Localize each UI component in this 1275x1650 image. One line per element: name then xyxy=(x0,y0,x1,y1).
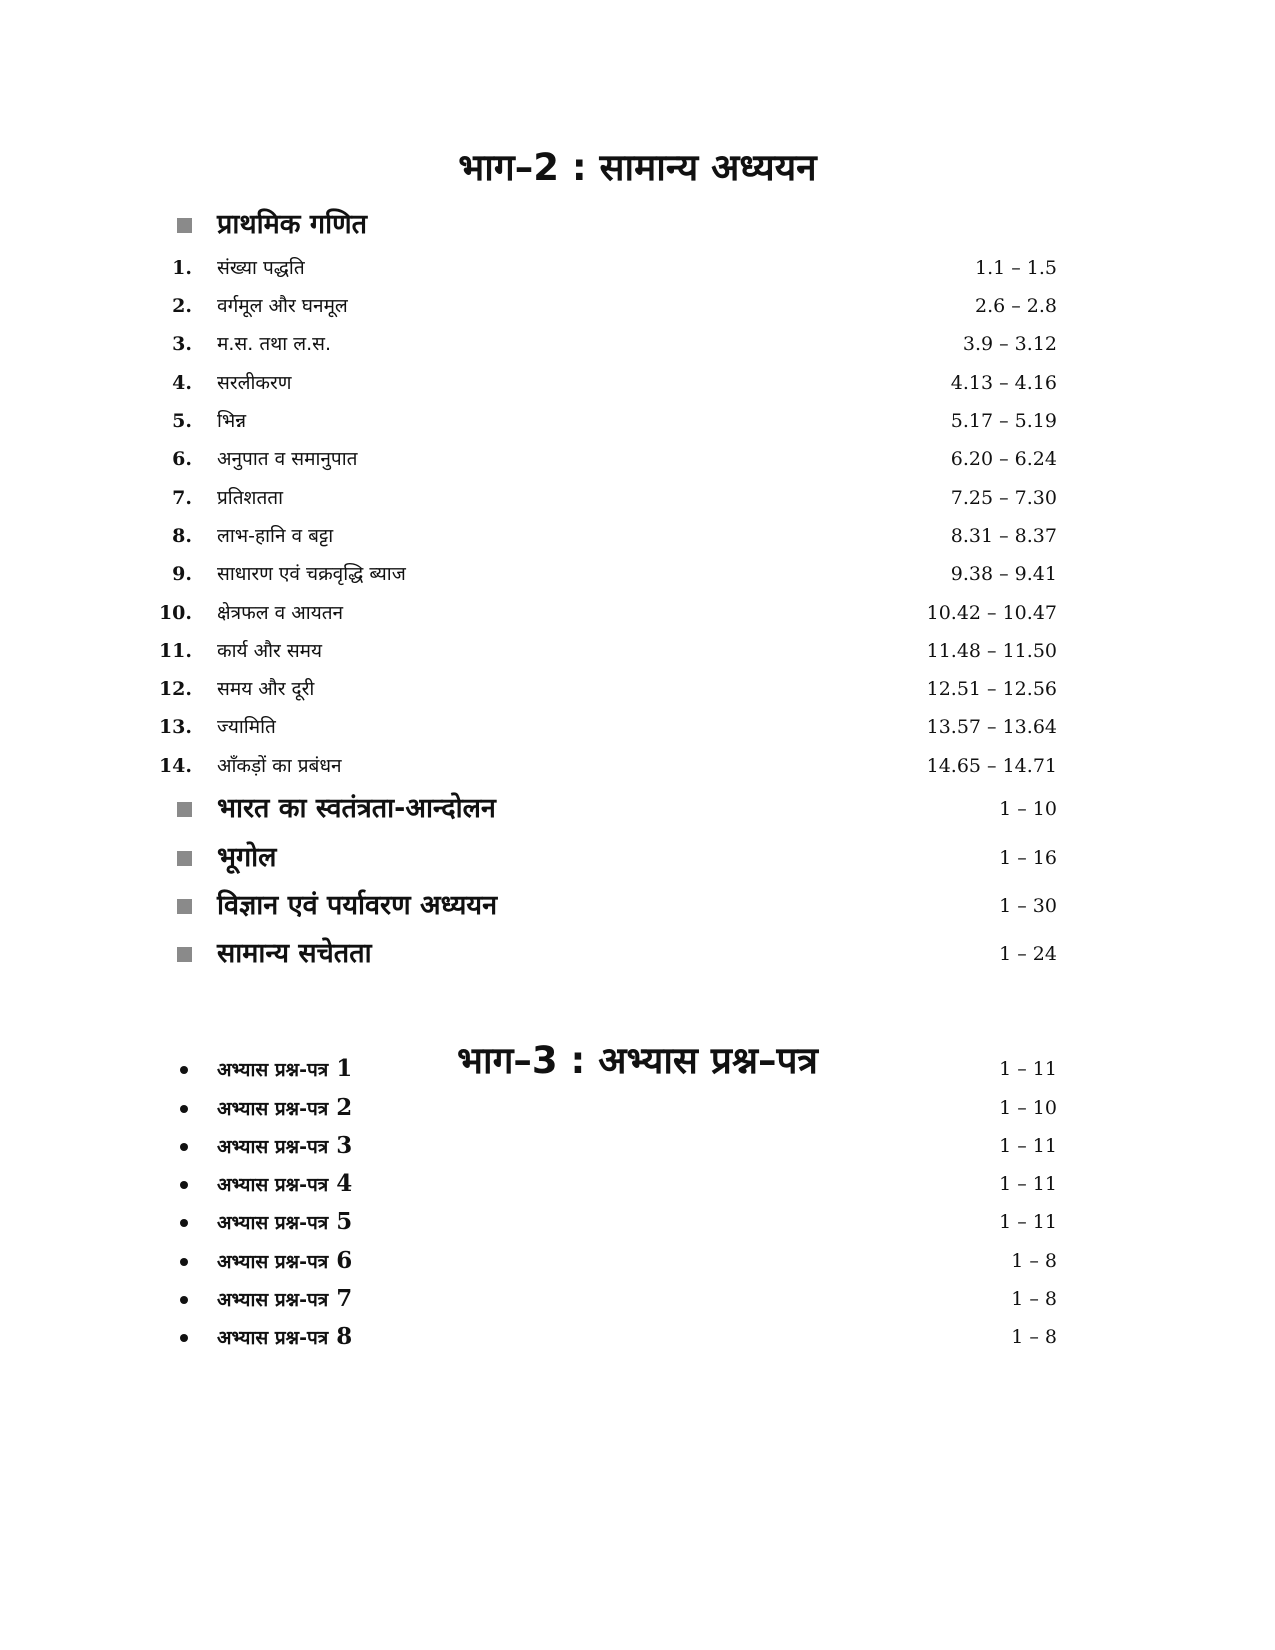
chapter-title: साधारण एवं चक्रवृद्धि ब्याज xyxy=(217,563,406,585)
practice-paper-title xyxy=(217,1089,352,1128)
round-bullet-icon xyxy=(180,1296,188,1304)
practice-paper-title xyxy=(217,1242,352,1281)
chapter-row xyxy=(0,325,1275,363)
chapter-number: 5. xyxy=(172,410,192,432)
chapter-number: 11. xyxy=(158,640,192,662)
practice-paper-title xyxy=(217,1165,352,1204)
chapter-row xyxy=(0,632,1275,670)
practice-paper-row xyxy=(0,1089,1275,1127)
page-range: 11.48 – 11.50 xyxy=(926,640,1057,662)
chapter-title: आँकड़ों का प्रबंधन xyxy=(217,755,342,777)
section-title: प्राथमिक गणित xyxy=(217,209,367,240)
chapter-row xyxy=(0,517,1275,555)
chapter-number: 3. xyxy=(172,333,192,355)
chapter-number: 4. xyxy=(172,372,192,394)
chapter-number: 14. xyxy=(158,755,192,777)
practice-paper-label: अभ्यास प्रश्न-पत्र xyxy=(217,1327,329,1349)
round-bullet-icon xyxy=(180,1334,188,1342)
practice-paper-row xyxy=(0,1318,1275,1356)
practice-paper-label: अभ्यास प्रश्न-पत्र xyxy=(217,1059,329,1081)
section-heading-science-environment xyxy=(0,885,1275,927)
square-bullet-icon xyxy=(177,899,192,914)
square-bullet-icon xyxy=(177,218,192,233)
page-range: 1 – 24 xyxy=(999,943,1057,965)
page-range: 1.1 – 1.5 xyxy=(974,257,1057,279)
page-range: 1 – 11 xyxy=(999,1058,1057,1080)
chapter-number: 7. xyxy=(172,487,192,509)
square-bullet-icon xyxy=(177,802,192,817)
page-range: 4.13 – 4.16 xyxy=(950,372,1057,394)
practice-paper-title xyxy=(217,1318,352,1357)
page-range: 1 – 30 xyxy=(999,895,1057,917)
part3-title: भाग–3 : अभ्यास प्रश्न–पत्र xyxy=(457,1039,818,1082)
chapter-title: ज्यामिति xyxy=(217,716,276,738)
page-range: 10.42 – 10.47 xyxy=(926,602,1057,624)
chapter-number: 6. xyxy=(172,448,192,470)
chapter-title: प्रतिशतता xyxy=(217,487,284,509)
chapter-title: कार्य और समय xyxy=(217,640,323,662)
square-bullet-icon xyxy=(177,947,192,962)
page-range: 7.25 – 7.30 xyxy=(950,487,1057,509)
page-range: 9.38 – 9.41 xyxy=(950,563,1057,585)
square-bullet-icon xyxy=(177,851,192,866)
page-range: 6.20 – 6.24 xyxy=(950,448,1057,470)
round-bullet-icon xyxy=(180,1181,188,1189)
page-range: 1 – 8 xyxy=(1011,1288,1057,1310)
round-bullet-icon xyxy=(180,1105,188,1113)
chapter-row xyxy=(0,287,1275,325)
practice-paper-label: अभ्यास प्रश्न-पत्र xyxy=(217,1136,329,1158)
chapter-title: लाभ-हानि व बट्टा xyxy=(217,525,334,547)
chapter-row xyxy=(0,747,1275,785)
chapter-number: 2. xyxy=(172,295,192,317)
chapter-title: भिन्न xyxy=(217,410,247,432)
practice-paper-row xyxy=(0,1242,1275,1280)
round-bullet-icon xyxy=(180,1066,188,1074)
chapter-title: म.स. तथा ल.स. xyxy=(217,333,332,355)
page-range: 1 – 16 xyxy=(999,847,1057,869)
practice-paper-number: 8 xyxy=(336,1323,353,1350)
chapter-row xyxy=(0,364,1275,402)
practice-paper-title xyxy=(217,1280,352,1319)
page-range: 8.31 – 8.37 xyxy=(950,525,1057,547)
page-range: 1 – 11 xyxy=(999,1173,1057,1195)
chapter-row xyxy=(0,555,1275,593)
section-heading-elementary-math xyxy=(0,204,1275,246)
round-bullet-icon xyxy=(180,1219,188,1227)
chapter-title: क्षेत्रफल व आयतन xyxy=(217,602,344,624)
chapter-title: वर्गमूल और घनमूल xyxy=(217,295,348,317)
page-range: 1 – 8 xyxy=(1011,1326,1057,1348)
page-range: 1 – 8 xyxy=(1011,1250,1057,1272)
chapter-title: संख्या पद्धति xyxy=(217,257,305,279)
page-range: 2.6 – 2.8 xyxy=(974,295,1057,317)
practice-paper-number: 1 xyxy=(336,1055,353,1082)
section-heading-freedom-movement xyxy=(0,788,1275,830)
practice-paper-row xyxy=(0,1280,1275,1318)
practice-paper-row xyxy=(0,1127,1275,1165)
chapter-number: 12. xyxy=(158,678,192,700)
practice-paper-label: अभ्यास प्रश्न-पत्र xyxy=(217,1212,329,1234)
practice-paper-title xyxy=(217,1203,352,1242)
chapter-row xyxy=(0,708,1275,746)
practice-paper-label: अभ्यास प्रश्न-पत्र xyxy=(217,1098,329,1120)
section-title: विज्ञान एवं पर्यावरण अध्ययन xyxy=(217,890,498,921)
chapter-row xyxy=(0,479,1275,517)
chapter-title: सरलीकरण xyxy=(217,372,292,394)
practice-paper-number: 2 xyxy=(336,1094,353,1121)
chapter-row xyxy=(0,440,1275,478)
round-bullet-icon xyxy=(180,1258,188,1266)
page-range: 12.51 – 12.56 xyxy=(926,678,1057,700)
page-range: 3.9 – 3.12 xyxy=(962,333,1057,355)
practice-paper-title xyxy=(217,1127,352,1166)
practice-paper-number: 6 xyxy=(336,1247,353,1274)
practice-paper-row xyxy=(0,1050,1275,1088)
page-range: 1 – 11 xyxy=(999,1211,1057,1233)
section-title: सामान्य सचेतता xyxy=(217,938,372,969)
round-bullet-icon xyxy=(180,1143,188,1151)
practice-paper-number: 7 xyxy=(336,1285,353,1312)
practice-paper-number: 4 xyxy=(336,1170,353,1197)
section-heading-general-awareness xyxy=(0,933,1275,975)
part2-title: भाग–2 : सामान्य अध्ययन xyxy=(458,146,817,189)
chapter-row xyxy=(0,402,1275,440)
page-range: 5.17 – 5.19 xyxy=(950,410,1057,432)
practice-paper-title xyxy=(217,1050,352,1089)
chapter-row xyxy=(0,670,1275,708)
practice-paper-label: अभ्यास प्रश्न-पत्र xyxy=(217,1289,329,1311)
page-range: 13.57 – 13.64 xyxy=(926,716,1057,738)
practice-paper-label: अभ्यास प्रश्न-पत्र xyxy=(217,1251,329,1273)
chapter-row xyxy=(0,249,1275,287)
chapter-number: 13. xyxy=(158,716,192,738)
chapter-number: 1. xyxy=(172,257,192,279)
section-heading-geography xyxy=(0,837,1275,879)
practice-paper-number: 5 xyxy=(336,1208,353,1235)
page-range: 1 – 10 xyxy=(999,1097,1057,1119)
chapter-title: अनुपात व समानुपात xyxy=(217,448,358,470)
practice-paper-row xyxy=(0,1203,1275,1241)
page-range: 1 – 10 xyxy=(999,798,1057,820)
practice-paper-number: 3 xyxy=(336,1132,353,1159)
page-range: 1 – 11 xyxy=(999,1135,1057,1157)
chapter-number: 9. xyxy=(172,563,192,585)
section-title: भूगोल xyxy=(217,842,277,873)
page-range: 14.65 – 14.71 xyxy=(926,755,1057,777)
chapter-number: 8. xyxy=(172,525,192,547)
practice-paper-row xyxy=(0,1165,1275,1203)
section-title: भारत का स्वतंत्रता-आन्दोलन xyxy=(217,793,496,824)
chapter-row xyxy=(0,594,1275,632)
practice-paper-label: अभ्यास प्रश्न-पत्र xyxy=(217,1174,329,1196)
chapter-number: 10. xyxy=(158,602,192,624)
chapter-title: समय और दूरी xyxy=(217,678,315,700)
